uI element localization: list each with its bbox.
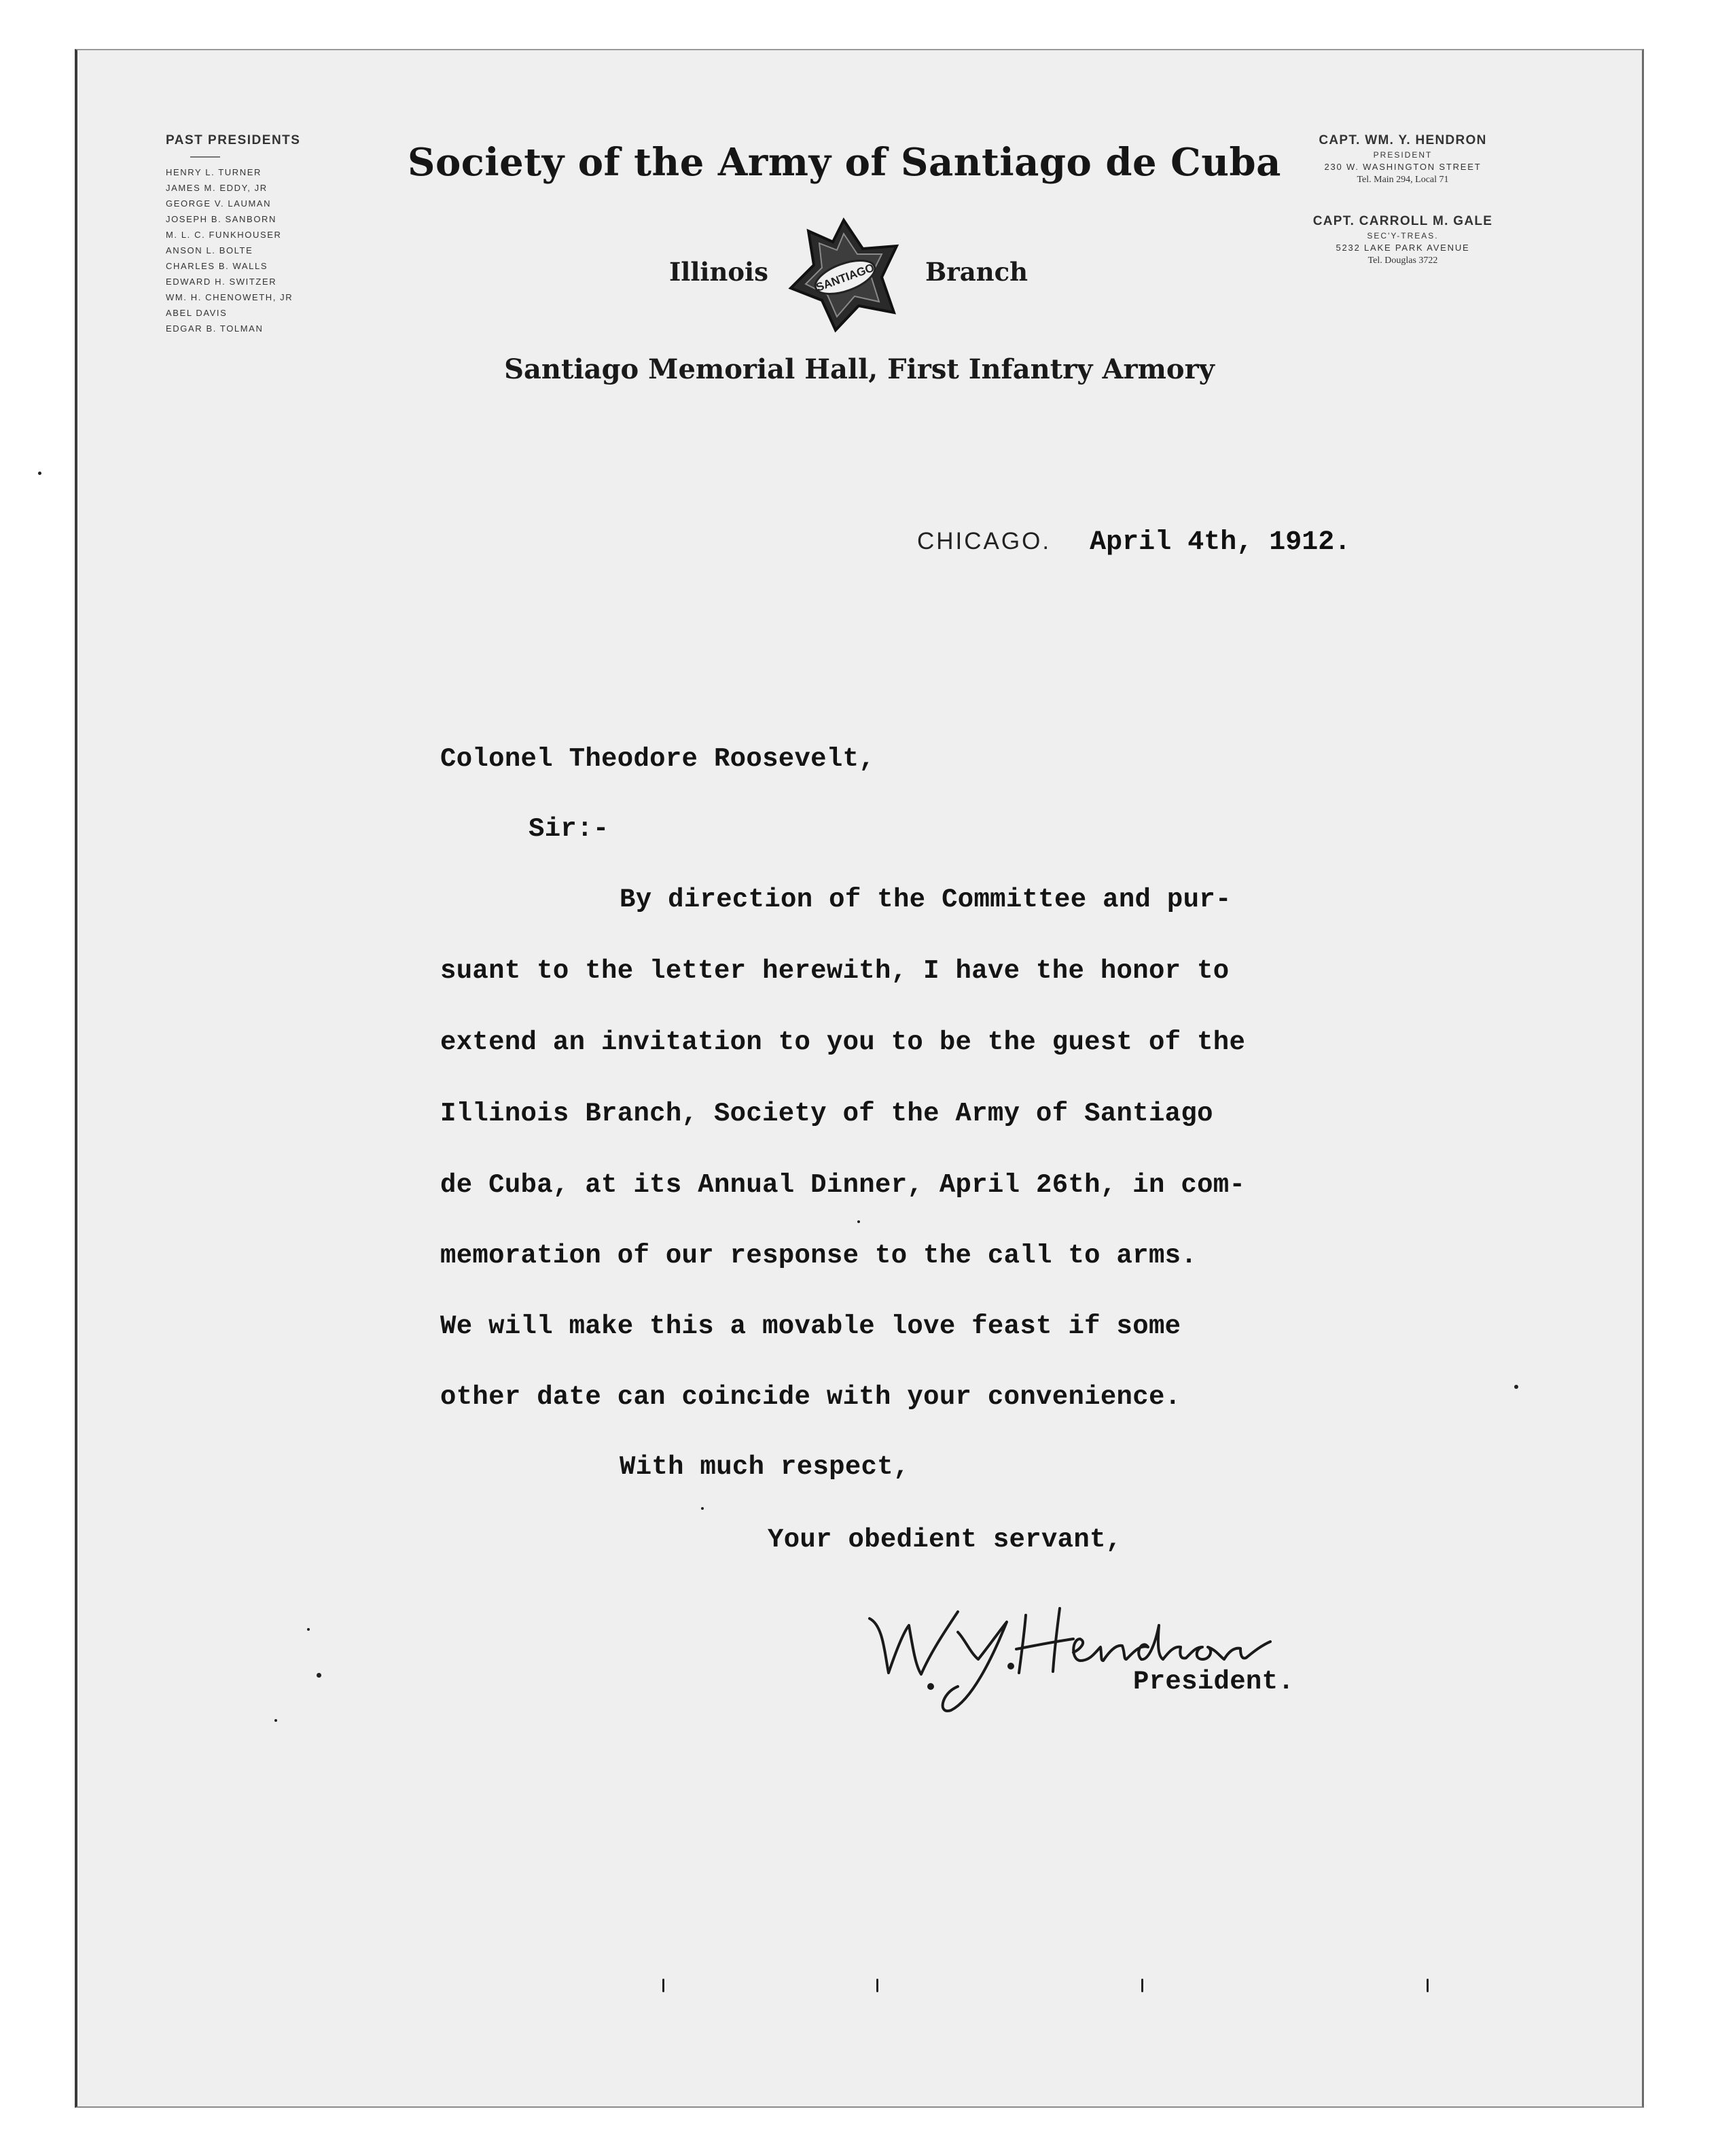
past-president-name: JAMES M. EDDY, JR	[166, 183, 268, 193]
body-line: suant to the letter herewith, I have the honor to	[440, 956, 1230, 986]
officer-secretary-treasurer	[1270, 214, 1535, 266]
past-president-name: ANSON L. BOLTE	[166, 245, 253, 255]
officer-name: CAPT. CARROLL M. GALE	[1312, 214, 1493, 228]
greeting: Sir:-	[529, 814, 609, 844]
emblem-label: SANTIAGO	[814, 261, 876, 294]
branch-label-right: Branch	[925, 257, 1028, 287]
hall-address: Santiago Memorial Hall, First Infantry Armory	[504, 353, 1215, 385]
divider-rule	[190, 156, 220, 158]
past-president-name: HENRY L. TURNER	[166, 167, 262, 177]
officers-block	[1270, 133, 1535, 295]
dateline-date: April 4th, 1912.	[1090, 527, 1351, 558]
officer-telephone: Tel. Main 294, Local 71	[1357, 175, 1449, 185]
closing-servant: Your obedient servant,	[768, 1525, 1122, 1555]
body-line: We will make this a movable love feast if some	[440, 1311, 1181, 1341]
recipient-salutation: Colonel Theodore Roosevelt,	[440, 744, 876, 774]
past-president-name: CHARLES B. WALLS	[166, 261, 268, 271]
body-line: By direction of the Committee and pur-	[620, 885, 1232, 915]
past-president-name: GEORGE V. LAUMAN	[166, 198, 272, 209]
signer-title: President.	[1133, 1667, 1295, 1697]
past-president-name: WM. H. CHENOWETH, JR	[166, 292, 293, 302]
body-line: Illinois Branch, Society of the Army of Santiago	[440, 1099, 1213, 1129]
body-line: other date can coincide with your convenience.	[440, 1382, 1181, 1412]
santiago-star-emblem-icon	[783, 213, 905, 336]
officer-president	[1270, 133, 1535, 185]
body-line: extend an invitation to you to be the guest of the	[440, 1027, 1246, 1057]
past-presidents-list	[166, 133, 383, 336]
past-presidents-heading: PAST PRESIDENTS	[166, 133, 301, 147]
past-president-name: EDGAR B. TOLMAN	[166, 323, 264, 334]
officer-title: PRESIDENT	[1373, 150, 1433, 160]
past-president-name: JOSEPH B. SANBORN	[166, 214, 277, 224]
past-president-name: EDWARD H. SWITZER	[166, 277, 277, 287]
officer-address: 230 W. WASHINGTON STREET	[1324, 162, 1482, 172]
dateline-city: CHICAGO.	[917, 528, 1052, 554]
body-line: de Cuba, at its Annual Dinner, April 26th, in com-	[440, 1170, 1246, 1200]
past-president-name: ABEL DAVIS	[166, 308, 228, 318]
branch-label-left: Illinois	[669, 257, 768, 287]
officer-telephone: Tel. Douglas 3722	[1367, 255, 1438, 266]
officer-title: SEC'Y-TREAS.	[1367, 231, 1439, 241]
organization-title: Society of the Army of Santiago de Cuba	[408, 140, 1281, 185]
dateline	[917, 527, 1350, 558]
closing-respect: With much respect,	[620, 1452, 910, 1482]
past-president-name: M. L. C. FUNKHOUSER	[166, 230, 282, 240]
officer-address: 5232 LAKE PARK AVENUE	[1336, 243, 1470, 253]
officer-name: CAPT. WM. Y. HENDRON	[1319, 133, 1487, 147]
handwritten-signature	[856, 1585, 1291, 1720]
body-line: memoration of our response to the call to arms.	[440, 1241, 1198, 1271]
